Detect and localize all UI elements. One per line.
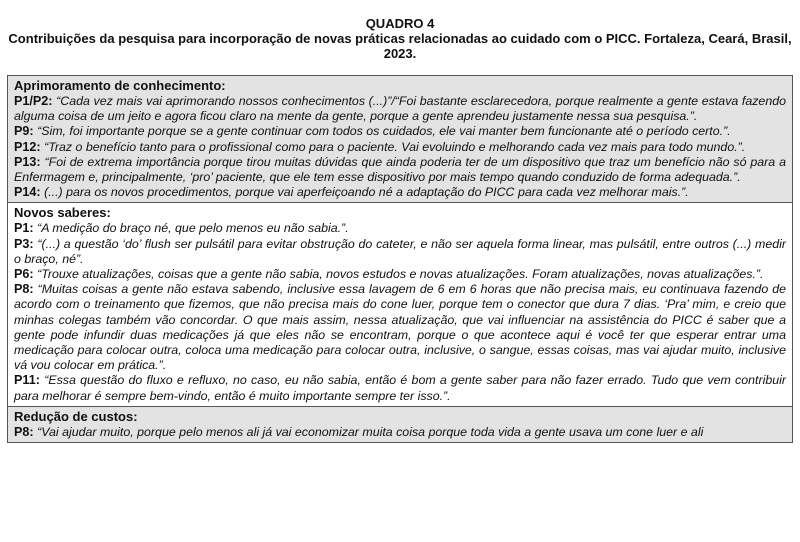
speaker-label: P14: [14,185,41,200]
speaker-label: P9: [14,124,34,139]
section-title: Aprimoramento de conhecimento: [14,78,226,93]
quote-entry [14,185,786,200]
quote-entry [14,425,786,440]
speaker-label: P3: [14,236,34,251]
speaker-label: P12: [14,139,41,154]
quote-text: “Cada vez mais vai aprimorando nossos conhecimentos (...)”/“Foi bastante esclarecedora, porque realmente a gente estava fazendo alguma coisa de um jeito e agora ficou claro na mente da gente, porque a gente aprendeu justamente nessa sua pesquisa.”. [14,94,786,124]
speaker-label: P8: [14,424,34,439]
quote-text: “Traz o benefício tanto para o profissional como para o paciente. Vai evoluindo e melhorando cada vez mais para todo mundo.”. [44,139,746,154]
figure-heading [0,0,800,61]
quote-text: (...) para os novos procedimentos, porque vai aperfeiçoando né a adaptação do PICC para cada vez melhorar mais.”. [44,185,689,200]
quotes-table [7,75,793,443]
quote-text: “Sim, foi importante porque se a gente continuar com todos os cuidados, ele vai manter bem funcionante até o período certo.”. [37,124,731,139]
section-cost-reduction [8,406,792,442]
quote-entry [14,94,786,124]
quote-text: “Foi de extrema importância porque tirou muitas dúvidas que ainda poderia ter de um dispositivo que traz um benefício não só para a Enfermagem e, principalmente, ‘pro’ paciente, que ele tem esse dispositivo por mais tempo quando conduzido de forma adequada.”. [14,154,786,185]
quote-text: “Essa questão do fluxo e refluxo, no caso, eu não sabia, então é bom a gente saber para não fazer errado. Tudo que vem contribuir para melhorar é sempre bem-vindo, então é muito importante sempre ter isso.”. [14,373,786,403]
speaker-label: P6: [14,267,34,282]
section-title: Novos saberes: [14,205,111,221]
quote-entry [14,373,786,403]
quote-entry [14,267,786,282]
table-label: QUADRO 4 [365,16,435,31]
quote-entry [14,140,786,155]
table-caption: Contribuições da pesquisa para incorporação de novas práticas relacionadas ao cuidado com o PICC. Fortaleza, Ceará, Brasil, 2023. [8,31,792,61]
quote-text: “Trouxe atualizações, coisas que a gente não sabia, novos estudos e novas atualizações. Foram atualizações, novas atualizações.”. [37,267,764,282]
section-new-knowledge [8,202,792,405]
speaker-label: P13: [14,154,41,169]
quote-entry [14,282,786,373]
quote-text: “A medição do braço né, que pelo menos eu não sabia.”. [37,221,349,236]
speaker-label: P8: [14,282,34,297]
quote-entry [14,237,786,267]
quote-text: “Vai ajudar muito, porque pelo menos ali já vai economizar muita coisa porque toda vida a gente usava um cone luer e ali [37,424,704,439]
quote-text: “Muitas coisas a gente não estava sabendo, inclusive essa lavagem de 6 em 6 horas que não precisa mais, eu continuava fazendo de acordo com o treinamento que fizemos, que não precisa mais do cone luer, porque tem o conector que dura 7 dias. ‘Pra’ mim, e creio que minhas colegas também vão concordar. O que mais assim, nessa atualização, que vai influenciar na assistência do PICC é saber que a gente pode infundir duas medicações já que eles não se encontram, porque o que acontece aqui é você ter que esperar entrar uma medicação para colocar outra, coloca uma medicação para colocar outra, inclusive, o sangue, essas coisas, mas vai ajudar muito, inclusive vá vou colocar em prática.”. [14,282,786,373]
quote-entry [14,155,786,185]
quote-entry [14,124,786,139]
quote-entry [14,221,786,236]
section-knowledge-improvement [8,76,792,202]
section-title: Redução de custos: [14,408,138,424]
speaker-label: P1/P2: [14,94,53,108]
speaker-label: P11: [14,373,40,388]
quote-text: “(...) a questão ‘do’ flush ser pulsátil para evitar obstrução do cateter, e não ser aquela forma linear, mas pulsátil, entre outros (...) medir o braço, né”. [14,236,786,266]
speaker-label: P1: [14,221,34,236]
